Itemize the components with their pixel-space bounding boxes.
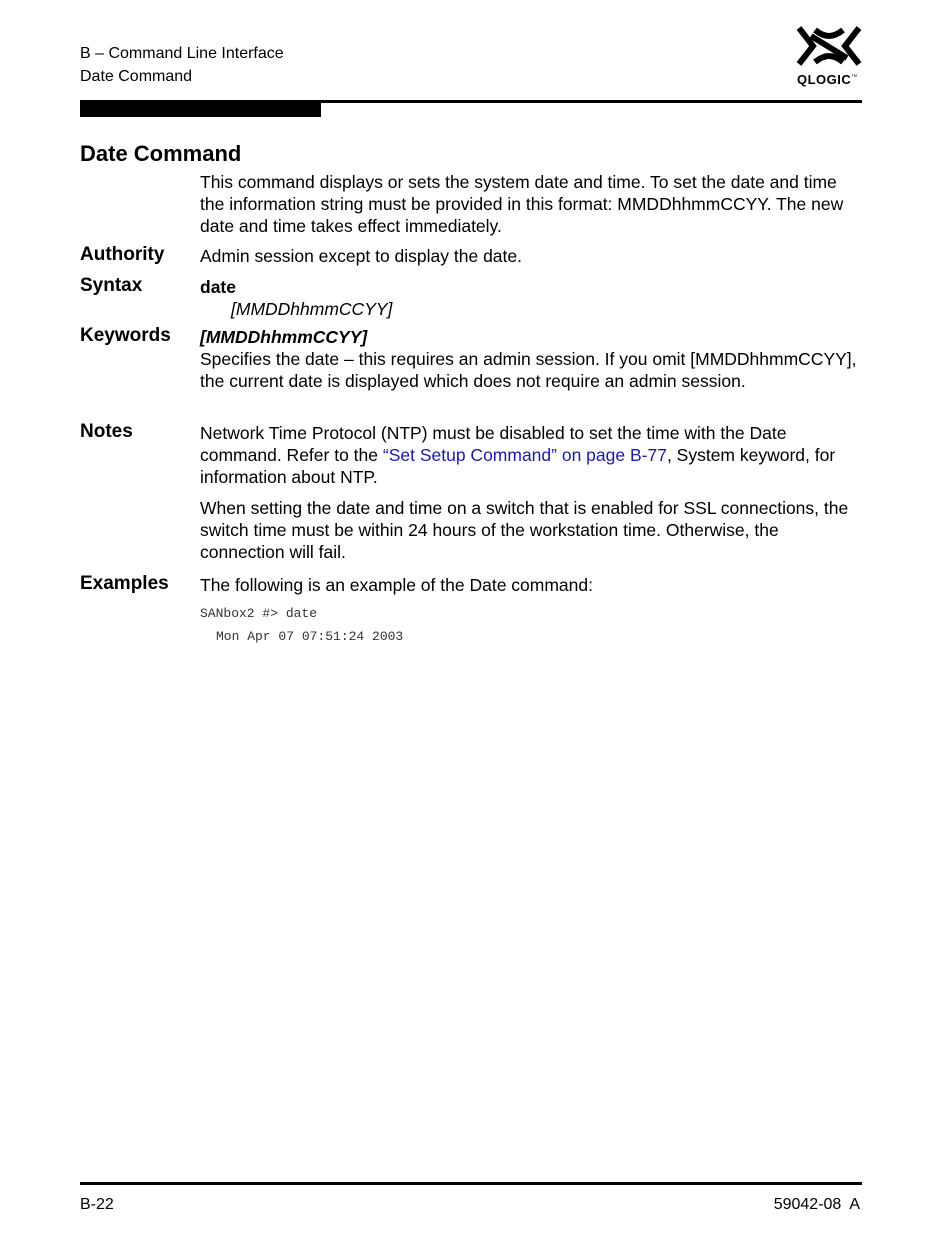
code-example-line-1: SANbox2 #> date: [200, 606, 318, 621]
keyword-term: [MMDDhhmmCCYY]: [200, 327, 368, 347]
page-number: B-22: [80, 1196, 114, 1213]
syntax-label: Syntax: [80, 275, 143, 296]
authority-text: Admin session except to display the date.: [200, 246, 522, 266]
notes-label: Notes: [80, 421, 133, 442]
notes-paragraph-2: When setting the date and time on a switch that is enabled for SSL connections, the switch time must be within 24 hours of the workstation time. Otherwise, the connection will fail.: [200, 498, 849, 562]
document-id: 59042-08 A: [773, 1196, 860, 1213]
qlogic-logo-text: QLOGIC™: [797, 72, 858, 87]
running-header-section: Date Command: [80, 68, 193, 85]
notes-paragraph-1: Network Time Protocol (NTP) must be disabled to set the time with the Date command. Refer to the “Set Setup Command” on page B-77, System keyword, for information about NTP.: [200, 423, 836, 487]
code-example-line-2: Mon Apr 07 07:51:24 2003: [216, 629, 404, 644]
footer-rule: [80, 1182, 862, 1185]
running-header-chapter: B – Command Line Interface: [80, 45, 284, 62]
keywords-label: Keywords: [80, 325, 171, 346]
examples-label: Examples: [80, 573, 169, 594]
cross-reference-link[interactable]: “Set Setup Command” on page B-77: [382, 445, 667, 465]
intro-paragraph: This command displays or sets the system date and time. To set the date and time the information string must be provided in this format: MMDDhhmmCCYY. The new date and time takes effect immediately.: [200, 172, 844, 236]
authority-label: Authority: [80, 244, 165, 265]
page-title: Date Command: [80, 141, 242, 166]
syntax-command: date: [200, 277, 236, 297]
examples-text: The following is an example of the Date command:: [200, 575, 593, 595]
header-rule-block: [80, 103, 321, 117]
syntax-parameter: [MMDDhhmmCCYY]: [231, 299, 393, 319]
keyword-description: Specifies the date – this requires an admin session. If you omit [MMDDhhmmCCYY], the current date is displayed which does not require an admin session.: [200, 349, 857, 391]
